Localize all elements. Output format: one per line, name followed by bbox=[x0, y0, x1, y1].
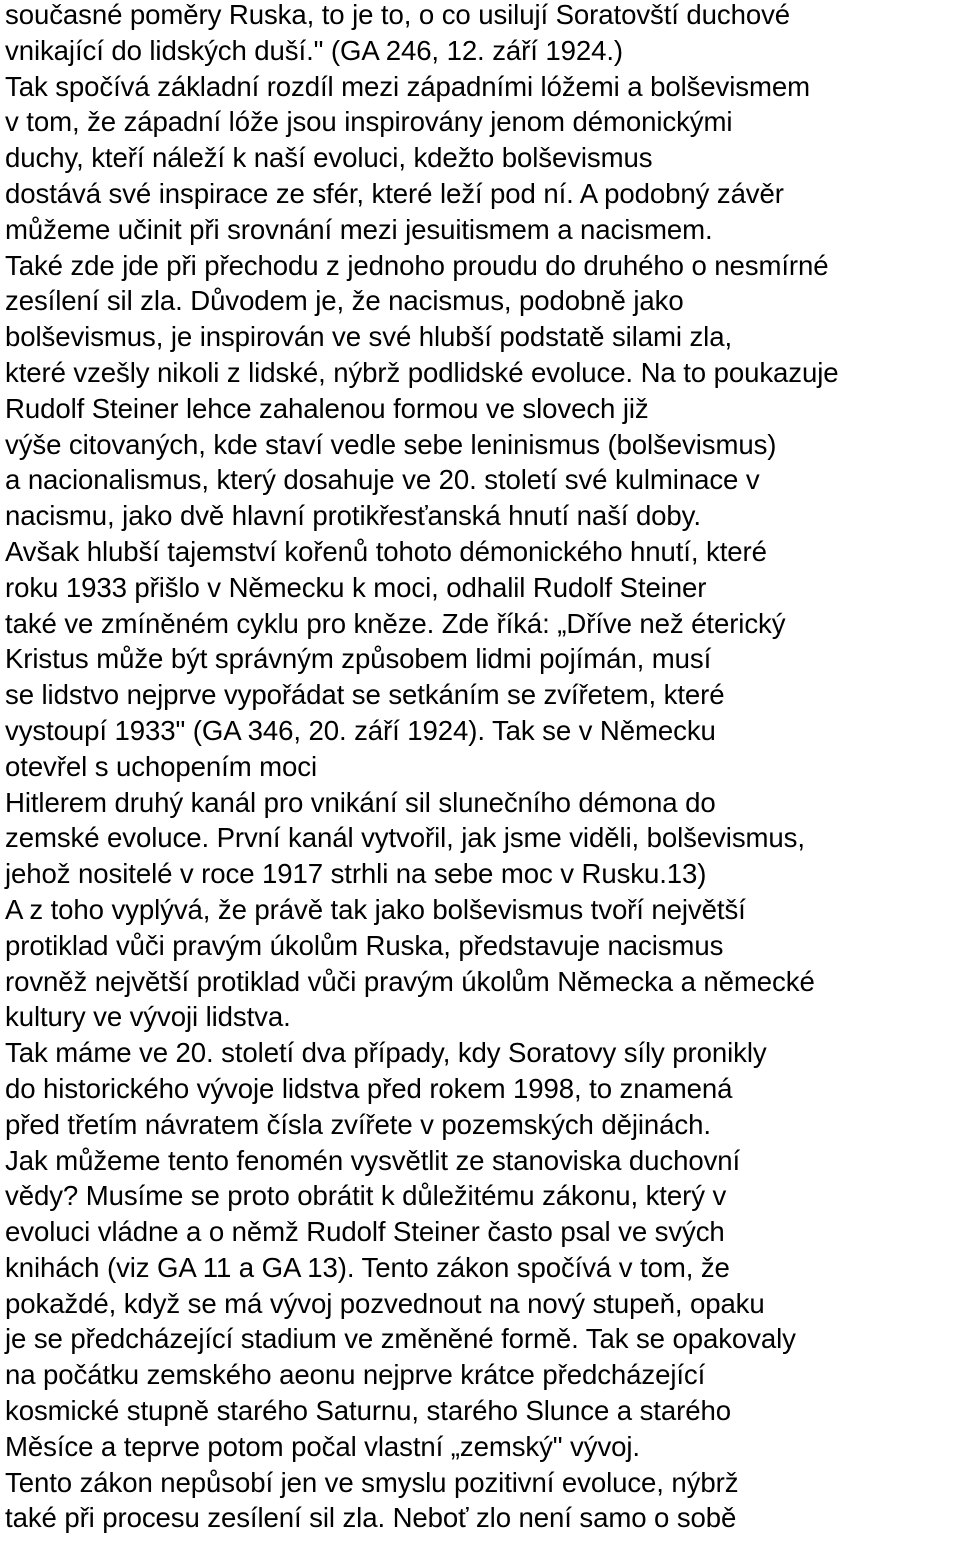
text-line: vystoupí 1933" (GA 346, 20. září 1924). Tak se v Německu bbox=[5, 714, 716, 746]
text-line: vnikající do lidských duší." (GA 246, 12. září 1924.) bbox=[5, 34, 623, 66]
text-line: Také zde jde při přechodu z jednoho proudu do druhého o nesmírné bbox=[5, 249, 829, 281]
text-line: Jak můžeme tento fenomén vysvětlit ze stanoviska duchovní bbox=[5, 1144, 741, 1176]
text-line: Kristus může být správným způsobem lidmi pojímán, musí bbox=[5, 643, 712, 675]
text-line: rovněž největší protiklad vůči pravým úkolům Německa a německé bbox=[5, 965, 815, 997]
text-line: výše citovaných, kde staví vedle sebe leninismus (bolševismus) bbox=[5, 428, 777, 460]
text-line: kultury ve vývoji lidstva. bbox=[5, 1001, 291, 1033]
text-line: se lidstvo nejprve vypořádat se setkáním se zvířetem, které bbox=[5, 679, 725, 711]
text-line: Tento zákon nepůsobí jen ve smyslu pozitivní evoluce, nýbrž bbox=[5, 1466, 739, 1498]
text-line: Avšak hlubší tajemství kořenů tohoto démonického hnutí, které bbox=[5, 535, 767, 567]
text-line: jehož nositelé v roce 1917 strhli na sebe moc v Rusku.13) bbox=[5, 858, 707, 890]
text-line: kosmické stupně starého Saturnu, starého Slunce a starého bbox=[5, 1395, 731, 1427]
text-line: Tak spočívá základní rozdíl mezi západními lóžemi a bolševismem bbox=[5, 70, 810, 102]
text-line: knihách (viz GA 11 a GA 13). Tento zákon spočívá v tom, že bbox=[5, 1251, 730, 1283]
text-line: pokaždé, když se má vývoj pozvednout na nový stupeň, opaku bbox=[5, 1287, 765, 1319]
text-line: zemské evoluce. První kanál vytvořil, jak jsme viděli, bolševismus, bbox=[5, 822, 805, 854]
text-line: také při procesu zesílení sil zla. Neboť zlo není samo o sobě bbox=[5, 1502, 737, 1534]
text-line: před třetím návratem čísla zvířete v pozemských dějinách. bbox=[5, 1108, 711, 1140]
text-line: Hitlerem druhý kanál pro vnikání sil slunečního démona do bbox=[5, 786, 716, 818]
text-line: A z toho vyplývá, že právě tak jako bolševismus tvoří největší bbox=[5, 893, 746, 925]
text-line: Tak máme ve 20. století dva případy, kdy Soratovy síly pronikly bbox=[5, 1037, 767, 1069]
text-line: můžeme učinit při srovnání mezi jesuitismem a nacismem. bbox=[5, 213, 713, 245]
text-line: evoluci vládne a o němž Rudolf Steiner často psal ve svých bbox=[5, 1216, 725, 1248]
text-line: dostává své inspirace ze sfér, které leží pod ní. A podobný závěr bbox=[5, 177, 784, 209]
body-text bbox=[5, 0, 960, 1536]
text-line: Rudolf Steiner lehce zahalenou formou ve slovech již bbox=[5, 392, 649, 424]
text-line: do historického vývoje lidstva před rokem 1998, to znamená bbox=[5, 1072, 733, 1104]
text-line: Měsíce a teprve potom počal vlastní „zemský" vývoj. bbox=[5, 1430, 640, 1462]
text-line: zesílení sil zla. Důvodem je, že nacismus, podobně jako bbox=[5, 285, 684, 317]
text-line: otevřel s uchopením moci bbox=[5, 750, 318, 782]
text-line: a nacionalismus, který dosahuje ve 20. století své kulminace v bbox=[5, 464, 760, 496]
text-line: současné poměry Ruska, to je to, o co usilují Soratovští duchové bbox=[5, 0, 791, 30]
text-line: na počátku zemského aeonu nejprve krátce předcházející bbox=[5, 1359, 706, 1391]
text-line: nacismu, jako dvě hlavní protikřesťanská hnutí naší doby. bbox=[5, 500, 701, 532]
text-line: bolševismus, je inspirován ve své hlubší podstatě silami zla, bbox=[5, 321, 733, 353]
text-line: které vzešly nikoli z lidské, nýbrž podlidské evoluce. Na to poukazuje bbox=[5, 356, 839, 388]
text-line: je se předcházející stadium ve změněné formě. Tak se opakovaly bbox=[5, 1323, 796, 1355]
text-line: roku 1933 přišlo v Německu k moci, odhalil Rudolf Steiner bbox=[5, 571, 707, 603]
text-line: duchy, kteří náleží k naší evoluci, kdežto bolševismus bbox=[5, 142, 653, 174]
text-line: v tom, že západní lóže jsou inspirovány jenom démonickými bbox=[5, 106, 733, 138]
text-line: protiklad vůči pravým úkolům Ruska, představuje nacismus bbox=[5, 929, 724, 961]
text-line: vědy? Musíme se proto obrátit k důležitému zákonu, který v bbox=[5, 1180, 727, 1212]
text-line: také ve zmíněném cyklu pro kněze. Zde říká: „Dříve než éterický bbox=[5, 607, 786, 639]
